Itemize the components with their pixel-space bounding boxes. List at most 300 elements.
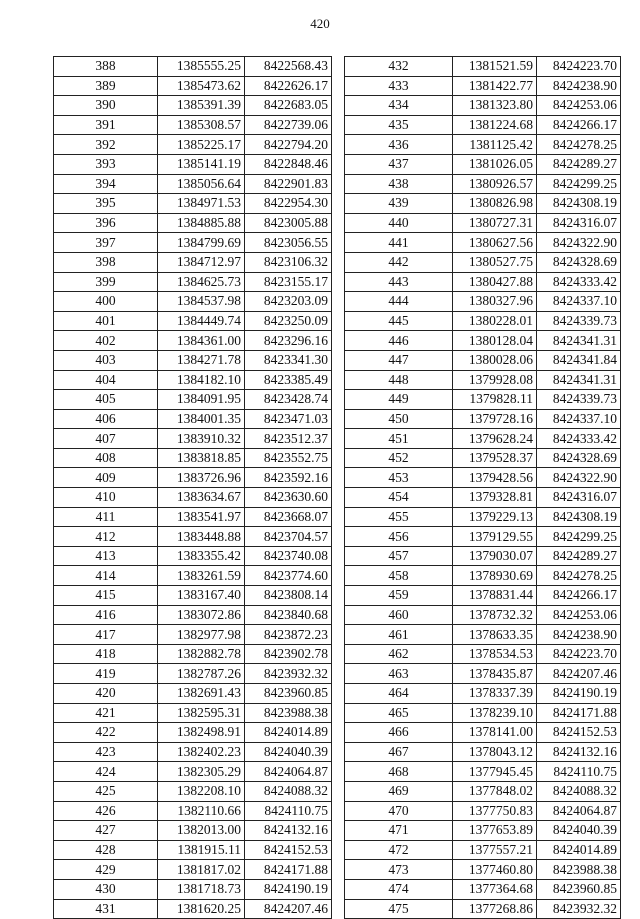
x-coordinate-cell: 1382787.26 [158,664,245,684]
point-number-cell: 447 [345,350,453,370]
y-coordinate-cell: 8423960.85 [537,879,621,899]
x-coordinate-cell: 1383818.85 [158,448,245,468]
y-coordinate-cell: 8424341.84 [537,350,621,370]
y-coordinate-cell: 8423988.38 [245,703,332,723]
point-number-cell: 402 [54,331,158,351]
y-coordinate-cell: 8424299.25 [537,174,621,194]
point-number-cell: 450 [345,409,453,429]
table-row [345,409,621,429]
y-coordinate-cell: 8424040.39 [537,821,621,841]
point-number-cell: 448 [345,370,453,390]
y-coordinate-cell: 8423740.08 [245,546,332,566]
table-row [54,899,332,919]
x-coordinate-cell: 1385391.39 [158,96,245,116]
y-coordinate-cell: 8424339.73 [537,311,621,331]
y-coordinate-cell: 8423155.17 [245,272,332,292]
y-coordinate-cell: 8423203.09 [245,292,332,312]
x-coordinate-cell: 1378337.39 [453,684,537,704]
x-coordinate-cell: 1381323.80 [453,96,537,116]
table-row [345,546,621,566]
point-number-cell: 393 [54,154,158,174]
table-row [345,213,621,233]
point-number-cell: 445 [345,311,453,331]
point-number-cell: 423 [54,742,158,762]
x-coordinate-cell: 1385225.17 [158,135,245,155]
y-coordinate-cell: 8424223.70 [537,644,621,664]
point-number-cell: 465 [345,703,453,723]
point-number-cell: 457 [345,546,453,566]
table-row [345,879,621,899]
y-coordinate-cell: 8423630.60 [245,488,332,508]
point-number-cell: 475 [345,899,453,919]
x-coordinate-cell: 1380028.06 [453,350,537,370]
y-coordinate-cell: 8424238.90 [537,625,621,645]
table-row [54,194,332,214]
table-row [54,801,332,821]
table-row [345,801,621,821]
table-row [345,174,621,194]
table-row [54,527,332,547]
point-number-cell: 406 [54,409,158,429]
x-coordinate-cell: 1377848.02 [453,781,537,801]
point-number-cell: 436 [345,135,453,155]
point-number-cell: 390 [54,96,158,116]
x-coordinate-cell: 1384537.98 [158,292,245,312]
x-coordinate-cell: 1381026.05 [453,154,537,174]
table-row [345,664,621,684]
table-row [345,96,621,116]
point-number-cell: 468 [345,762,453,782]
point-number-cell: 429 [54,860,158,880]
table-row [345,742,621,762]
point-number-cell: 456 [345,527,453,547]
y-coordinate-cell: 8423428.74 [245,390,332,410]
y-coordinate-cell: 8424333.42 [537,429,621,449]
table-row [345,390,621,410]
point-number-cell: 458 [345,566,453,586]
table-row [54,57,332,77]
table-row [54,684,332,704]
y-coordinate-cell: 8423932.32 [537,899,621,919]
table-row [345,781,621,801]
table-row [54,840,332,860]
x-coordinate-cell: 1383167.40 [158,586,245,606]
x-coordinate-cell: 1384182.10 [158,370,245,390]
point-number-cell: 454 [345,488,453,508]
x-coordinate-cell: 1384001.35 [158,409,245,429]
x-coordinate-cell: 1382977.98 [158,625,245,645]
point-number-cell: 432 [345,57,453,77]
point-number-cell: 401 [54,311,158,331]
y-coordinate-cell: 8424014.89 [245,723,332,743]
table-row [345,448,621,468]
x-coordinate-cell: 1383726.96 [158,468,245,488]
y-coordinate-cell: 8422901.83 [245,174,332,194]
table-row [54,566,332,586]
table-row [345,586,621,606]
point-number-cell: 405 [54,390,158,410]
x-coordinate-cell: 1382402.23 [158,742,245,762]
x-coordinate-cell: 1378633.35 [453,625,537,645]
x-coordinate-cell: 1378930.69 [453,566,537,586]
table-row [345,76,621,96]
x-coordinate-cell: 1380727.31 [453,213,537,233]
x-coordinate-cell: 1378732.32 [453,605,537,625]
x-coordinate-cell: 1378831.44 [453,586,537,606]
point-number-cell: 427 [54,821,158,841]
table-row [54,390,332,410]
y-coordinate-cell: 8424110.75 [245,801,332,821]
point-number-cell: 418 [54,644,158,664]
y-coordinate-cell: 8423385.49 [245,370,332,390]
y-coordinate-cell: 8424152.53 [537,723,621,743]
y-coordinate-cell: 8424238.90 [537,76,621,96]
x-coordinate-cell: 1384271.78 [158,350,245,370]
x-coordinate-cell: 1382305.29 [158,762,245,782]
y-coordinate-cell: 8423552.75 [245,448,332,468]
y-coordinate-cell: 8423341.30 [245,350,332,370]
table-row [345,429,621,449]
point-number-cell: 464 [345,684,453,704]
table-row [345,350,621,370]
x-coordinate-cell: 1384091.95 [158,390,245,410]
table-row [345,625,621,645]
y-coordinate-cell: 8424132.16 [245,821,332,841]
point-number-cell: 400 [54,292,158,312]
point-number-cell: 414 [54,566,158,586]
y-coordinate-cell: 8423005.88 [245,213,332,233]
table-row [54,213,332,233]
table-row [345,899,621,919]
x-coordinate-cell: 1384971.53 [158,194,245,214]
y-coordinate-cell: 8424339.73 [537,390,621,410]
table-row [54,546,332,566]
y-coordinate-cell: 8424337.10 [537,292,621,312]
x-coordinate-cell: 1383910.32 [158,429,245,449]
table-row [345,840,621,860]
table-row [54,272,332,292]
table-row [345,292,621,312]
x-coordinate-cell: 1377945.45 [453,762,537,782]
table-row [54,762,332,782]
point-number-cell: 421 [54,703,158,723]
point-number-cell: 389 [54,76,158,96]
table-row [54,311,332,331]
point-number-cell: 444 [345,292,453,312]
table-row [345,468,621,488]
table-row [54,154,332,174]
x-coordinate-cell: 1377653.89 [453,821,537,841]
point-number-cell: 462 [345,644,453,664]
y-coordinate-cell: 8424207.46 [245,899,332,919]
table-row [345,233,621,253]
y-coordinate-cell: 8423512.37 [245,429,332,449]
x-coordinate-cell: 1383355.42 [158,546,245,566]
x-coordinate-cell: 1380228.01 [453,311,537,331]
x-coordinate-cell: 1378043.12 [453,742,537,762]
point-number-cell: 466 [345,723,453,743]
x-coordinate-cell: 1385308.57 [158,115,245,135]
x-coordinate-cell: 1383448.88 [158,527,245,547]
x-coordinate-cell: 1380627.56 [453,233,537,253]
y-coordinate-cell: 8424253.06 [537,96,621,116]
table-row [345,370,621,390]
x-coordinate-cell: 1381224.68 [453,115,537,135]
point-number-cell: 461 [345,625,453,645]
table-row [54,468,332,488]
point-number-cell: 438 [345,174,453,194]
table-row [345,252,621,272]
point-number-cell: 460 [345,605,453,625]
table-row [54,860,332,880]
x-coordinate-cell: 1382498.91 [158,723,245,743]
point-number-cell: 415 [54,586,158,606]
table-row [345,605,621,625]
y-coordinate-cell: 8424088.32 [245,781,332,801]
y-coordinate-cell: 8424064.87 [537,801,621,821]
y-coordinate-cell: 8423056.55 [245,233,332,253]
point-number-cell: 398 [54,252,158,272]
point-number-cell: 411 [54,507,158,527]
y-coordinate-cell: 8422683.05 [245,96,332,116]
y-coordinate-cell: 8423704.57 [245,527,332,547]
table-row [54,723,332,743]
point-number-cell: 455 [345,507,453,527]
table-row [345,331,621,351]
point-number-cell: 422 [54,723,158,743]
y-coordinate-cell: 8424322.90 [537,233,621,253]
x-coordinate-cell: 1379428.56 [453,468,537,488]
coordinates-table-left [53,56,332,919]
x-coordinate-cell: 1381125.42 [453,135,537,155]
x-coordinate-cell: 1382110.66 [158,801,245,821]
x-coordinate-cell: 1382882.78 [158,644,245,664]
y-coordinate-cell: 8424253.06 [537,605,621,625]
point-number-cell: 441 [345,233,453,253]
x-coordinate-cell: 1379628.24 [453,429,537,449]
x-coordinate-cell: 1379030.07 [453,546,537,566]
page-number: 420 [310,16,330,31]
x-coordinate-cell: 1381718.73 [158,879,245,899]
x-coordinate-cell: 1382691.43 [158,684,245,704]
y-coordinate-cell: 8423592.16 [245,468,332,488]
y-coordinate-cell: 8424088.32 [537,781,621,801]
y-coordinate-cell: 8423668.07 [245,507,332,527]
y-coordinate-cell: 8423840.68 [245,605,332,625]
x-coordinate-cell: 1384449.74 [158,311,245,331]
point-number-cell: 407 [54,429,158,449]
point-number-cell: 471 [345,821,453,841]
point-number-cell: 392 [54,135,158,155]
point-number-cell: 459 [345,586,453,606]
x-coordinate-cell: 1383634.67 [158,488,245,508]
y-coordinate-cell: 8423902.78 [245,644,332,664]
table-row [54,605,332,625]
y-coordinate-cell: 8424289.27 [537,546,621,566]
table-row [54,625,332,645]
y-coordinate-cell: 8424308.19 [537,507,621,527]
table-row [54,135,332,155]
table-row [345,527,621,547]
table-row [345,154,621,174]
point-number-cell: 419 [54,664,158,684]
y-coordinate-cell: 8424337.10 [537,409,621,429]
table-row [345,644,621,664]
y-coordinate-cell: 8424316.07 [537,213,621,233]
table-row [54,821,332,841]
point-number-cell: 467 [345,742,453,762]
x-coordinate-cell: 1384712.97 [158,252,245,272]
point-number-cell: 440 [345,213,453,233]
table-row [345,860,621,880]
table-row [345,57,621,77]
coordinates-table-right [344,56,621,919]
y-coordinate-cell: 8424171.88 [537,703,621,723]
x-coordinate-cell: 1378435.87 [453,664,537,684]
y-coordinate-cell: 8424341.31 [537,331,621,351]
x-coordinate-cell: 1379828.11 [453,390,537,410]
x-coordinate-cell: 1380327.96 [453,292,537,312]
x-coordinate-cell: 1380128.04 [453,331,537,351]
table-row [345,488,621,508]
x-coordinate-cell: 1382595.31 [158,703,245,723]
table-row [345,684,621,704]
y-coordinate-cell: 8422794.20 [245,135,332,155]
table-row [54,370,332,390]
x-coordinate-cell: 1381915.11 [158,840,245,860]
x-coordinate-cell: 1383072.86 [158,605,245,625]
x-coordinate-cell: 1380427.88 [453,272,537,292]
point-number-cell: 443 [345,272,453,292]
x-coordinate-cell: 1383541.97 [158,507,245,527]
y-coordinate-cell: 8422848.46 [245,154,332,174]
y-coordinate-cell: 8423471.03 [245,409,332,429]
point-number-cell: 449 [345,390,453,410]
table-row [54,586,332,606]
x-coordinate-cell: 1384799.69 [158,233,245,253]
x-coordinate-cell: 1379129.55 [453,527,537,547]
table-row [54,488,332,508]
point-number-cell: 412 [54,527,158,547]
point-number-cell: 410 [54,488,158,508]
x-coordinate-cell: 1381817.02 [158,860,245,880]
y-coordinate-cell: 8424110.75 [537,762,621,782]
table-row [54,644,332,664]
y-coordinate-cell: 8424278.25 [537,135,621,155]
y-coordinate-cell: 8424341.31 [537,370,621,390]
x-coordinate-cell: 1382013.00 [158,821,245,841]
y-coordinate-cell: 8422954.30 [245,194,332,214]
point-number-cell: 463 [345,664,453,684]
x-coordinate-cell: 1381620.25 [158,899,245,919]
y-coordinate-cell: 8423988.38 [537,860,621,880]
x-coordinate-cell: 1384625.73 [158,272,245,292]
x-coordinate-cell: 1377364.68 [453,879,537,899]
table-row [54,115,332,135]
point-number-cell: 472 [345,840,453,860]
x-coordinate-cell: 1379928.08 [453,370,537,390]
x-coordinate-cell: 1379229.13 [453,507,537,527]
y-coordinate-cell: 8424308.19 [537,194,621,214]
x-coordinate-cell: 1378141.00 [453,723,537,743]
y-coordinate-cell: 8424207.46 [537,664,621,684]
y-coordinate-cell: 8424333.42 [537,272,621,292]
table-row [345,135,621,155]
y-coordinate-cell: 8424266.17 [537,586,621,606]
y-coordinate-cell: 8424278.25 [537,566,621,586]
x-coordinate-cell: 1377557.21 [453,840,537,860]
x-coordinate-cell: 1380527.75 [453,252,537,272]
y-coordinate-cell: 8423296.16 [245,331,332,351]
table-row [54,174,332,194]
table-row [54,429,332,449]
y-coordinate-cell: 8423250.09 [245,311,332,331]
y-coordinate-cell: 8423872.23 [245,625,332,645]
table-row [54,331,332,351]
point-number-cell: 420 [54,684,158,704]
x-coordinate-cell: 1381521.59 [453,57,537,77]
point-number-cell: 413 [54,546,158,566]
x-coordinate-cell: 1380826.98 [453,194,537,214]
point-number-cell: 399 [54,272,158,292]
point-number-cell: 426 [54,801,158,821]
point-number-cell: 388 [54,57,158,77]
table-row [54,409,332,429]
table-row [345,272,621,292]
point-number-cell: 430 [54,879,158,899]
point-number-cell: 428 [54,840,158,860]
point-number-cell: 396 [54,213,158,233]
point-number-cell: 403 [54,350,158,370]
y-coordinate-cell: 8422739.06 [245,115,332,135]
table-row [54,350,332,370]
table-row [345,703,621,723]
table-row [345,115,621,135]
y-coordinate-cell: 8424299.25 [537,527,621,547]
point-number-cell: 391 [54,115,158,135]
x-coordinate-cell: 1379328.81 [453,488,537,508]
x-coordinate-cell: 1383261.59 [158,566,245,586]
point-number-cell: 437 [345,154,453,174]
table-row [54,507,332,527]
table-row [54,703,332,723]
x-coordinate-cell: 1385056.64 [158,174,245,194]
point-number-cell: 417 [54,625,158,645]
y-coordinate-cell: 8422626.17 [245,76,332,96]
x-coordinate-cell: 1380926.57 [453,174,537,194]
point-number-cell: 453 [345,468,453,488]
point-number-cell: 446 [345,331,453,351]
x-coordinate-cell: 1379528.37 [453,448,537,468]
point-number-cell: 470 [345,801,453,821]
y-coordinate-cell: 8424171.88 [245,860,332,880]
x-coordinate-cell: 1377750.83 [453,801,537,821]
table-row [345,762,621,782]
y-coordinate-cell: 8423808.14 [245,586,332,606]
point-number-cell: 416 [54,605,158,625]
x-coordinate-cell: 1378239.10 [453,703,537,723]
y-coordinate-cell: 8424328.69 [537,252,621,272]
y-coordinate-cell: 8424322.90 [537,468,621,488]
y-coordinate-cell: 8424064.87 [245,762,332,782]
point-number-cell: 424 [54,762,158,782]
point-number-cell: 404 [54,370,158,390]
y-coordinate-cell: 8424289.27 [537,154,621,174]
point-number-cell: 409 [54,468,158,488]
y-coordinate-cell: 8423932.32 [245,664,332,684]
point-number-cell: 395 [54,194,158,214]
point-number-cell: 394 [54,174,158,194]
